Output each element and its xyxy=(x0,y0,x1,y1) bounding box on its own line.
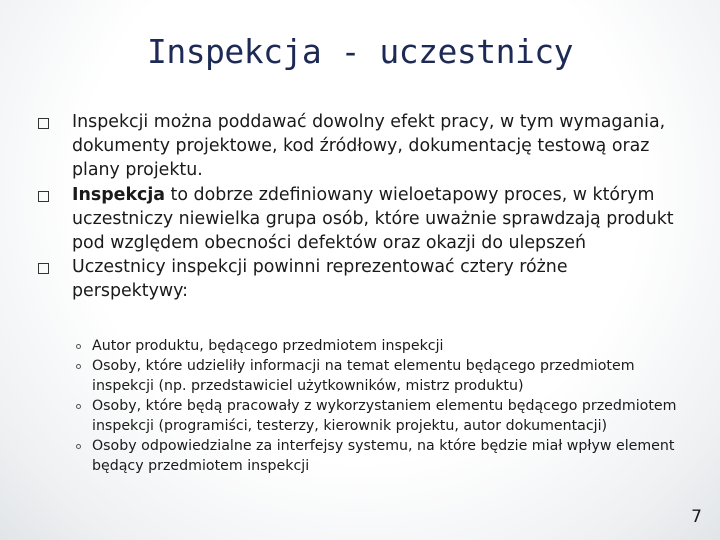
bullet-text: Uczestnicy inspekcji powinni reprezentować cztery różne perspektywy: xyxy=(72,257,568,302)
bullet-item xyxy=(38,255,688,303)
bullet-bold-term: Inspekcja xyxy=(72,184,166,205)
square-bullet-icon xyxy=(38,191,49,202)
sub-bullet-text: Autor produktu, będącego przedmiotem inspekcji xyxy=(92,338,444,354)
bullet-item xyxy=(38,110,688,183)
sub-bullet-item xyxy=(72,396,692,436)
sub-bullet-item xyxy=(72,436,692,476)
sub-bullet-text: Osoby, które będą pracowały z wykorzystaniem elementu będącego przedmiotem inspekcji (programiści, testerzy, kierownik projektu, autor dokumentacji) xyxy=(92,398,677,434)
sub-bullet-text: Osoby odpowiedzialne za interfejsy systemu, na które będzie miał wpływ element będący przedmiotem inspekcji xyxy=(92,438,675,474)
sub-bullet-list xyxy=(72,336,692,476)
bullet-text: Inspekcji można poddawać dowolny efekt pracy, w tym wymagania, dokumenty projektowe, kod źródłowy, dokumentację testową oraz plany projektu. xyxy=(72,112,666,181)
sub-bullet-text: Osoby, które udzieliły informacji na temat elementu będącego przedmiotem inspekcji (np. przedstawiciel użytkowników, mistrz produktu) xyxy=(92,358,635,394)
sub-bullet-item xyxy=(72,336,692,356)
bullet-list xyxy=(38,110,688,304)
square-bullet-icon xyxy=(38,263,49,274)
ring-bullet-icon xyxy=(76,404,81,409)
ring-bullet-icon xyxy=(76,444,81,449)
square-bullet-icon xyxy=(38,118,49,129)
bullet-text: to dobrze zdefiniowany wieloetapowy proces, w którym uczestniczy niewielka grupa osób, które uważnie sprawdzają produkt pod względem obecności defektów oraz okazji do ulepszeń xyxy=(72,184,674,254)
slide-title: Inspekcja - uczestnicy xyxy=(146,32,574,71)
ring-bullet-icon xyxy=(76,364,81,369)
page-number: 7 xyxy=(691,507,702,527)
sub-bullet-item xyxy=(72,356,692,396)
bullet-item xyxy=(38,183,688,256)
ring-bullet-icon xyxy=(76,344,81,349)
